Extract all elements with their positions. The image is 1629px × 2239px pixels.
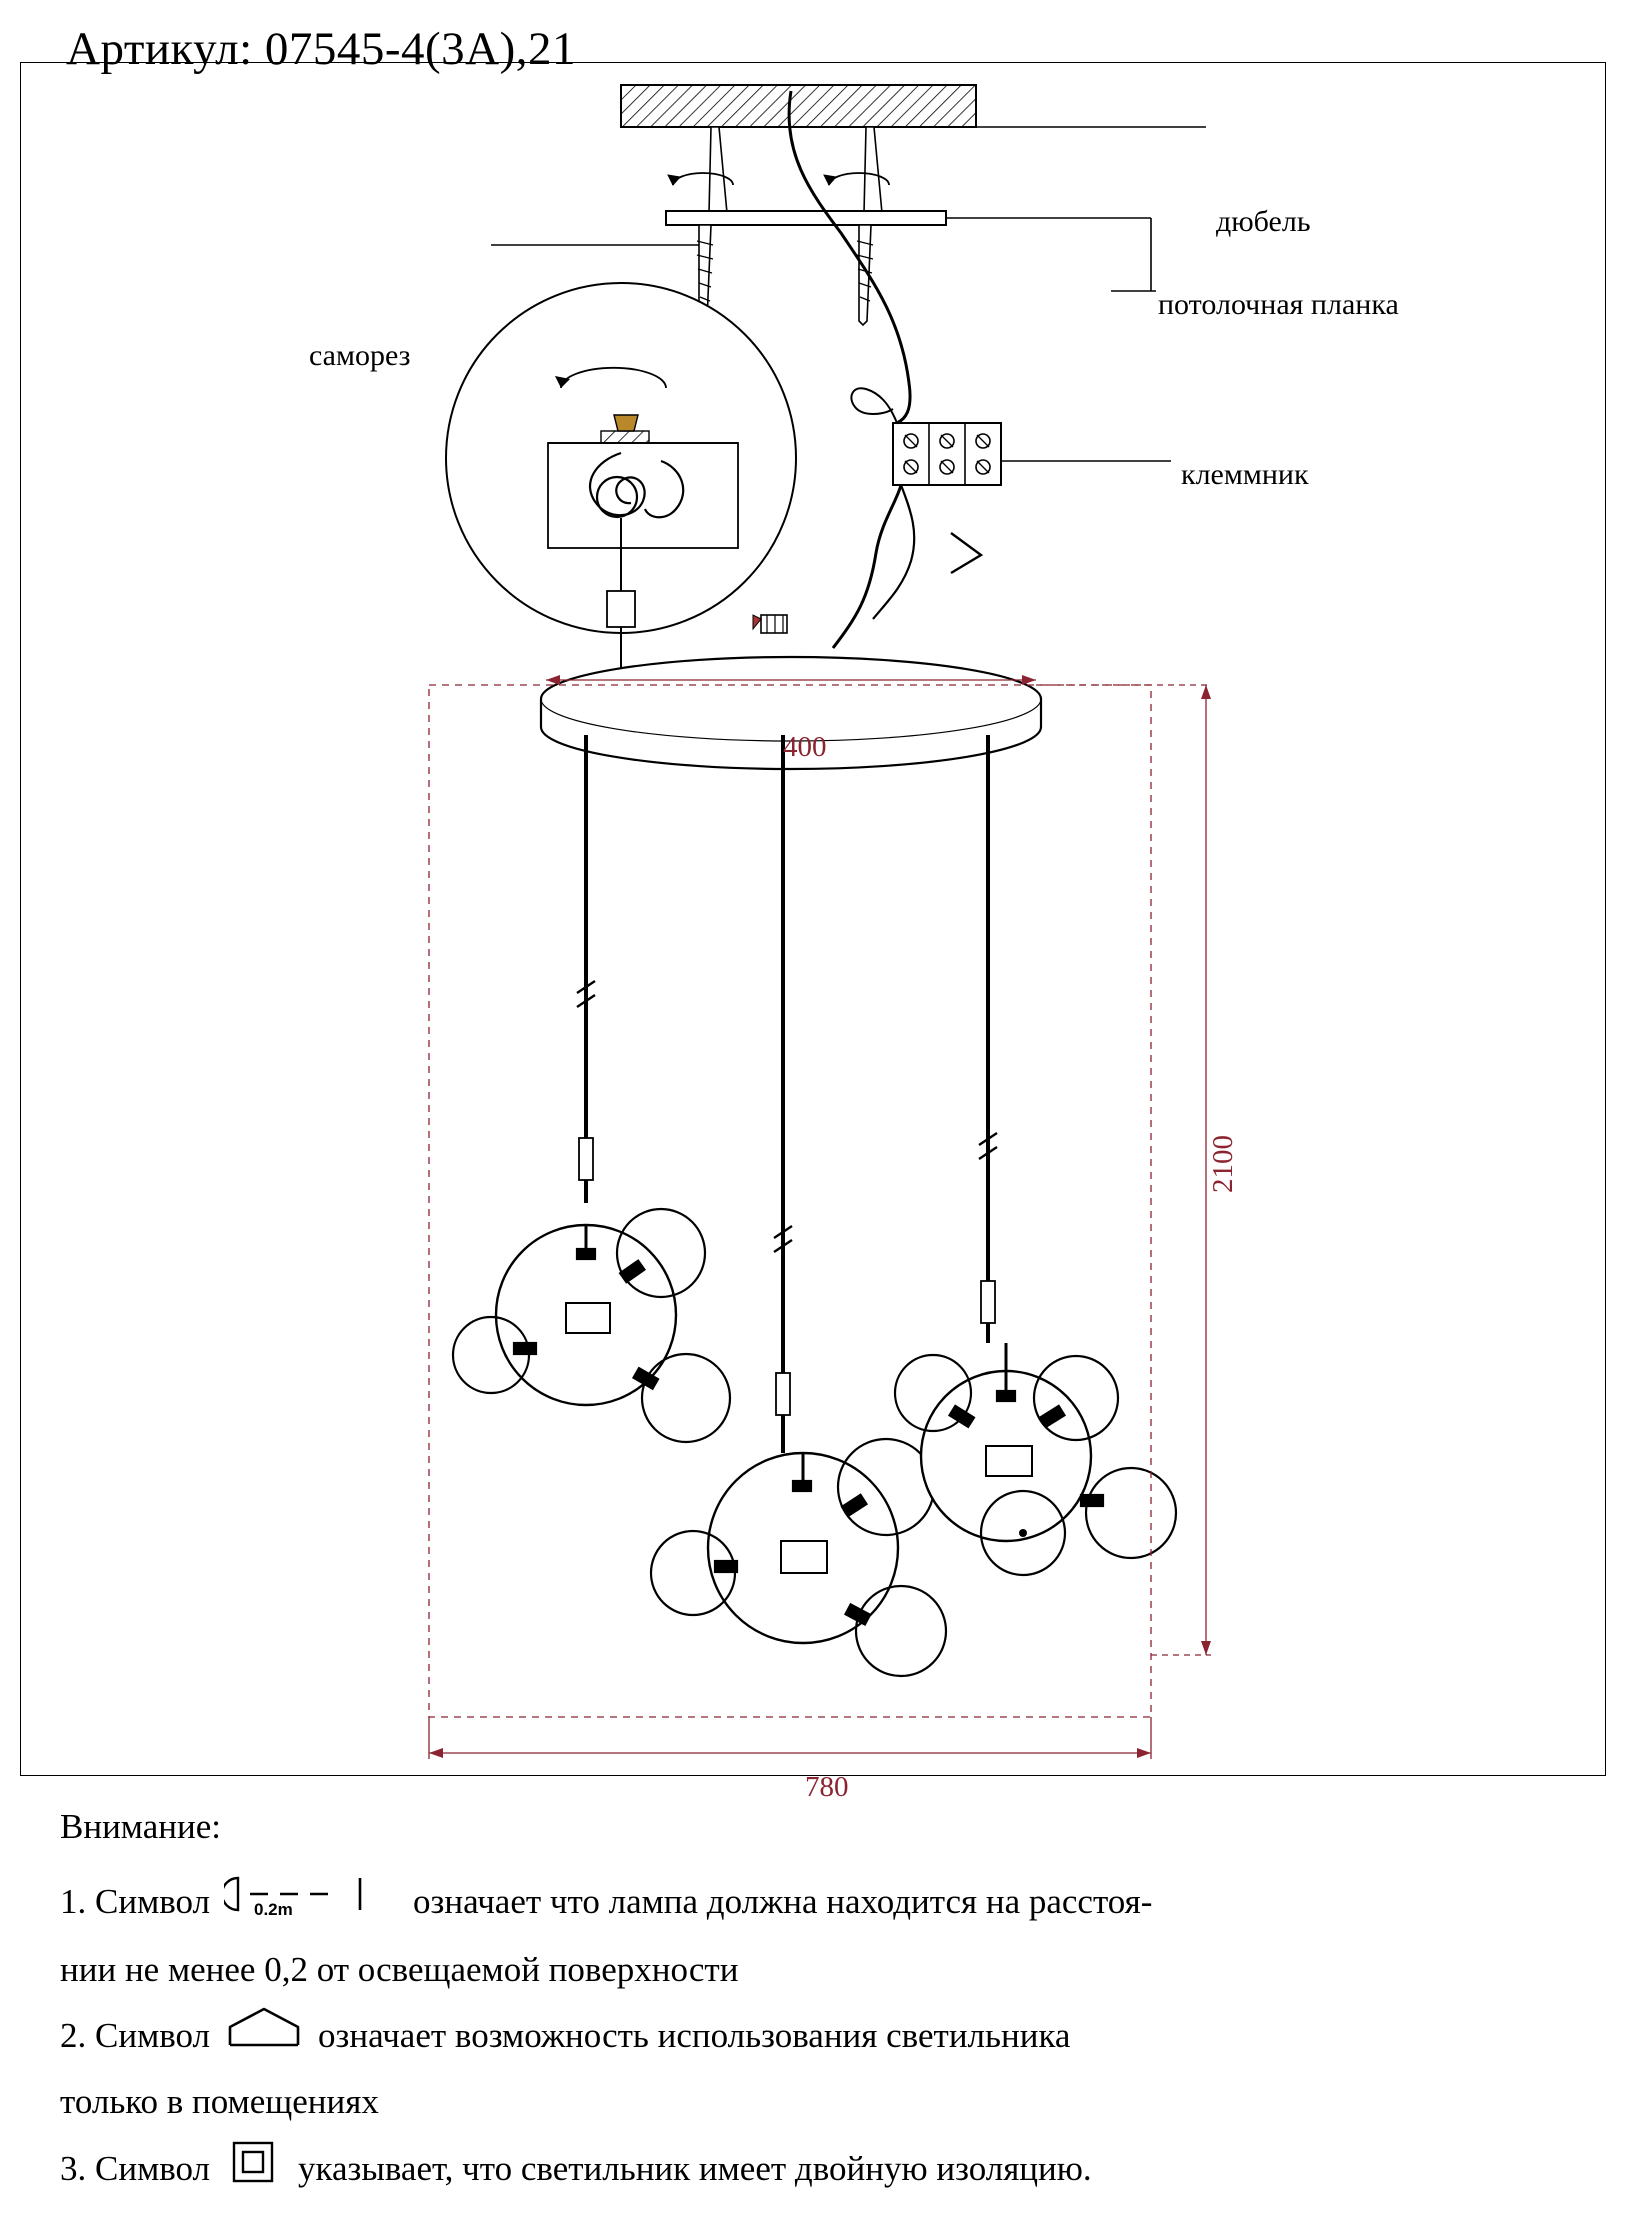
note1-line2: нии не менее 0,2 от освещаемой поверхности <box>60 1949 739 1989</box>
direction-arrow <box>951 533 981 573</box>
dimension-diameter: 400 <box>783 731 827 763</box>
label-planka: потолочная планка <box>1158 288 1399 321</box>
note2-pre: 2. Символ <box>60 2015 211 2055</box>
note1-pre: 1. Символ <box>60 1882 211 1922</box>
page-title: Артикул: 07545-4(3A),21 <box>66 23 577 75</box>
house-indoor-icon <box>224 2005 304 2067</box>
cable-connector <box>753 615 787 633</box>
note-item-1 <box>60 1870 1590 1934</box>
detail-plate <box>548 443 738 548</box>
notes-header: Внимание: <box>60 1807 221 1846</box>
note3-post: указывает, что светильник имеет двойную изоляцию. <box>298 2149 1092 2189</box>
label-klemmnik: клеммник <box>1181 458 1309 491</box>
lamp-socket <box>781 1541 827 1573</box>
glass-sphere-d <box>642 1354 730 1442</box>
ceiling-plate <box>621 85 976 127</box>
svg-text:0.2m: 0.2m <box>254 1900 293 1919</box>
note-item-2 <box>60 2005 1590 2067</box>
note-item-3 <box>60 2137 1590 2201</box>
note3-pre: 3. Символ <box>60 2149 211 2189</box>
glass-sphere-b <box>617 1209 705 1297</box>
drawing-frame <box>20 62 1606 1803</box>
dimension-height: 2100 <box>1207 1135 1239 1193</box>
dimension-width: 780 <box>805 1771 849 1803</box>
note1-post: означает что лампа должна находится на расстоя- <box>413 1882 1153 1922</box>
lamp-cluster-center <box>651 1439 946 1676</box>
notes-block <box>60 1800 1590 2210</box>
lamp-socket <box>566 1303 610 1333</box>
note2-post: означает возможность использования светильника <box>318 2015 1071 2055</box>
ceiling-strip <box>666 211 946 225</box>
lamp-cluster-right <box>895 1343 1176 1575</box>
glass-sphere-d <box>1086 1468 1176 1558</box>
supply-cable <box>789 91 910 423</box>
label-samorez: саморез <box>309 339 411 372</box>
lamp-cable <box>833 485 901 648</box>
double-square-icon <box>224 2137 284 2201</box>
note2-line2: только в помещениях <box>60 2082 379 2121</box>
lamp-socket <box>986 1446 1032 1476</box>
detail-screw <box>614 415 638 431</box>
label-dubel: дюбель <box>1216 205 1311 238</box>
lamp-distance-icon <box>224 1870 399 1934</box>
terminal-block <box>893 423 1001 485</box>
glass-sphere-d <box>856 1586 946 1676</box>
lamp-cluster-left <box>453 1209 730 1442</box>
